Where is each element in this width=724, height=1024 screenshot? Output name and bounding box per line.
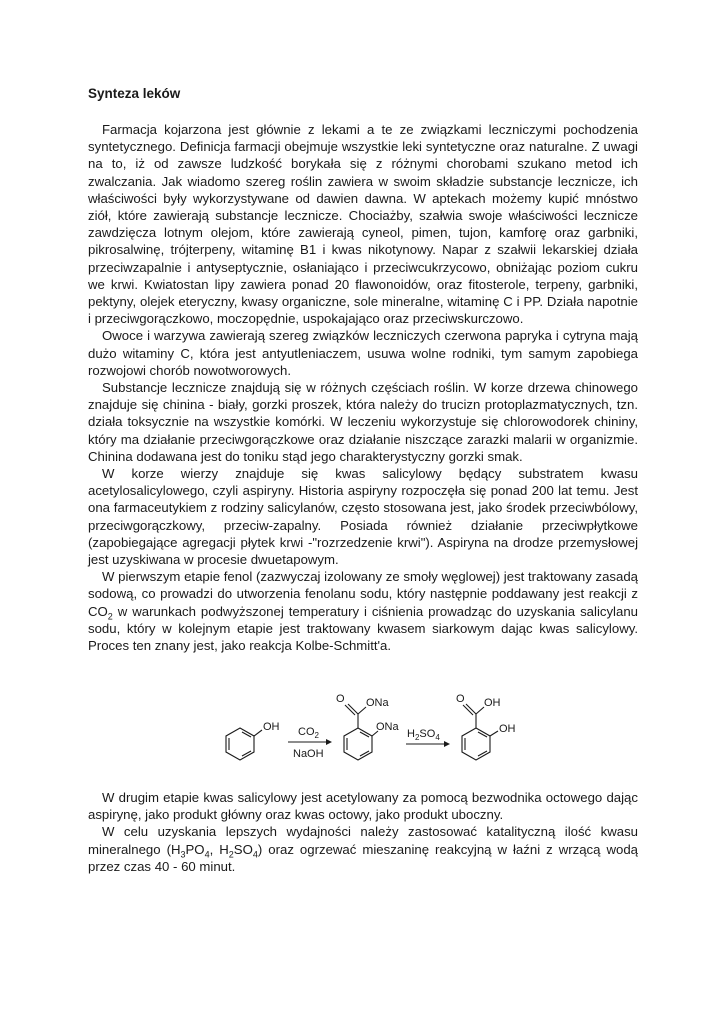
salicylate-ona-top: ONa (366, 697, 389, 709)
sodium-salicylate-structure (344, 704, 378, 760)
phenol-oh-label: OH (263, 721, 280, 733)
body-text-bottom (88, 789, 638, 875)
salicylic-acid-structure (462, 704, 498, 760)
document-title: Synteza leków (88, 86, 181, 101)
paragraph-pharmacy: Farmacja kojarzona jest głównie z lekami a te ze związkami leczniczymi pochodzenia syntetycznego. Definicja farmacji obejmuje wszystkie leki syntetyczne oraz naturalne. Z uwagi na to, iż od zawsze ludzkość borykała się z różnymi chorobami szukano metod ich zwalczania. Jak wiadomo szereg roślin zawiera w swoim składzie substancje lecznicze, ich właściwości były wykorzystywane od dawien dawna. W aptekach możemy kupić mnóstwo ziół, które zawierają substancje lecznicze. Chociażby, szałwia swoje właściwości lecznicze zawdzięcza lotnym olejom, które zawierają cyneol, pimen, tujon, kamforę oraz garbniki, pikrosalwinę, trójterpeny, witaminę B1 i kwas nikotynowy. Napar z szałwii lekarskiej działa przeciwzapalnie i antyseptycznie, osłaniająco i przeciwcukrzycowo, obniżając poziom cukru we krwi. Kwiatostan lipy zawiera ponad 20 flawonoidów, oraz fitosterole, terpeny, garbniki, pektyny, olejek eteryczny, kwasy organiczne, sole mineralne, witaminę C i PP. Działa napotnie i przeciwgorączkowo, moczopędnie, uspokajająco oraz przeciwskurczowo. (88, 122, 638, 327)
reagent-naoh-label: NaOH (293, 748, 324, 760)
paragraph-aspirin: W korze wierzy znajduje się kwas salicylowy będący substratem kwasu acetylosalicylowego, czyli aspiryny. Historia aspiryny rozpoczęła się ponad 200 lat temu. Jest ona farmaceutykiem z rodziny salicylanów, często stosowana jest, jako środek przeciwbólowy, przeciwgorączkowy, przeciw-zapalny. Posiada również działanie przeciwpłytkowe (zapobiegające agregacji płytek krwi -"rozrzedzenie krwi"). Aspiryna na drodze przemysłowej jest uzyskiwana w procesie dwuetapowym. (88, 466, 638, 568)
phenol-structure (226, 728, 262, 760)
reagent-h2so4-label: $H_2SO_4$ (407, 728, 440, 742)
paragraph-kolbe: W pierwszym etapie fenol (zazwyczaj izolowany ze smoły węglowej) jest traktowany zasadą sodową, co prowadzi do utworzenia fenolanu sodu, który następnie poddawany jest reakcji z $CO_2$ w warunkach podwyższonej temperatury i ciśnienia prowadząc do uzyskania salicylanu sodu, który w kolejnym etapie jest traktowany kwasem siarkowym dając kwas salicylowy. Proces ten znany jest, jako reakcja Kolbe-Schmitt'a. (88, 569, 638, 654)
acid-oh-top: OH (484, 697, 501, 709)
paragraph-catalyst: W celu uzyskania lepszych wydajności należy zastosować katalityczną ilość kwasu mineralnego ($H_3PO_4$, $H_2SO_4$) oraz ogrzewać mieszaninę reakcyjną w łaźni z wrzącą wodą przez czas 40 - 60 minut. (88, 824, 639, 874)
body-text-top (88, 121, 638, 654)
reaction-arrow-1 (288, 739, 332, 745)
paragraph-acetylation: W drugim etapie kwas salicylowy jest acetylowany za pomocą bezwodnika octowego dając aspirynę, jako produkt główny oraz kwas octowy, jako produkt uboczny. (88, 790, 638, 823)
paragraph-vegetables: Owoce i warzywa zawierają szereg związków leczniczych czerwona papryka i cytryna mają dużo witaminy C, która jest antyutleniaczem, usuwa wolne rodniki, tym samym zapobiega rozwojowi chorób nowotworowych. (88, 328, 638, 378)
salicylate-ona-ring: ONa (376, 721, 399, 733)
reagent-co2-label: $CO_2$ (298, 726, 319, 740)
acid-carbonyl-o: O (456, 693, 465, 705)
kolbe-schmitt-scheme (218, 690, 538, 780)
paragraph-quinine: Substancje lecznicze znajdują się w różnych częściach roślin. W korze drzewa chinowego znajduje się chinina - biały, gorzki proszek, która należy do trucizn protoplazmatycznych, tzn. działa toksycznie na wszystkie komórki. W leczeniu wykorzystuje się chlorowodorek chininy, który ma działanie przeciwgorączkowe oraz działanie niszczące zarazki malarii w organizmie. Chinina dodawana jest do toniku stąd jego charakterystyczny gorzki smak. (88, 380, 638, 464)
salicylate-carbonyl-o: O (336, 693, 345, 705)
reaction-arrow-2 (406, 741, 450, 747)
acid-oh-ring: OH (499, 723, 516, 735)
